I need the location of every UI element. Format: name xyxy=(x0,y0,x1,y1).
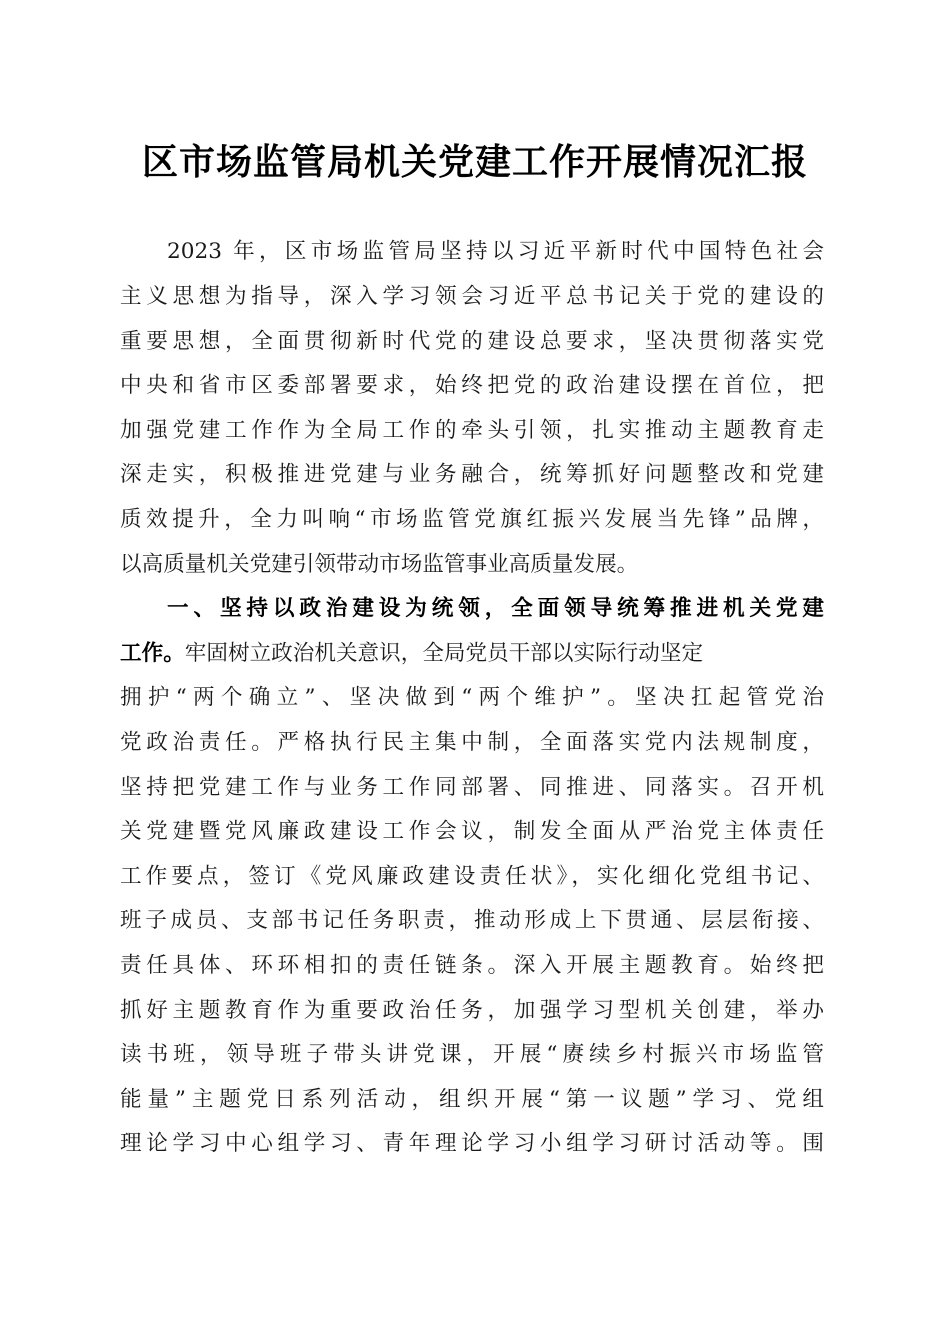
section-heading: 一、坚持以政治建设为统领，全面领导统筹推进机关党建 xyxy=(167,596,824,621)
section-heading-end: 工作。 xyxy=(120,641,185,666)
section-body-line: 工作要点，签订《党风廉政建设责任状》，实化细化党组书记、 xyxy=(120,864,824,889)
section-body-line: 关党建暨党风廉政建设工作会议，制发全面从严治党主体责任 xyxy=(120,819,824,844)
intro-line: 2023 年，区市场监管局坚持以习近平新时代中国特色社会 xyxy=(167,239,824,264)
intro-line: 中央和省市区委部署要求，始终把党的政治建设摆在首位，把 xyxy=(120,373,824,398)
intro-line: 深走实，积极推进党建与业务融合，统筹抓好问题整改和党建 xyxy=(120,462,824,487)
document-title: 区市场监管局机关党建工作开展情况汇报 xyxy=(141,141,808,183)
section-body-line: 坚持把党建工作与业务工作同部署、同推进、同落实。召开机 xyxy=(120,775,824,800)
section-body-line: 理论学习中心组学习、青年理论学习小组学习研讨活动等。围 xyxy=(120,1131,824,1156)
section-body-line: 抓好主题教育作为重要政治任务，加强学习型机关创建，举办 xyxy=(120,998,824,1023)
section-body-line: 读书班，领导班子带头讲党课，开展“赓续乡村振兴市场监管 xyxy=(120,1042,824,1067)
intro-line: 加强党建工作作为全局工作的牵头引领，扎实推动主题教育走 xyxy=(120,418,824,443)
section-body-line: 拥护“两个确立”、坚决做到“两个维护”。坚决扛起管党治 xyxy=(120,685,824,710)
intro-line-last: 以高质量机关党建引领带动市场监管事业高质量发展。 xyxy=(120,552,639,577)
section-body-start: 牢固树立政治机关意识，全局党员干部以实际行动坚定 xyxy=(184,641,704,666)
section-body-line: 能量”主题党日系列活动，组织开展“第一议题”学习、党组 xyxy=(120,1087,824,1112)
section-body-line: 班子成员、支部书记任务职责，推动形成上下贯通、层层衔接、 xyxy=(120,908,824,933)
intro-line: 重要思想，全面贯彻新时代党的建设总要求，坚决贯彻落实党 xyxy=(120,329,824,354)
section-body-line: 责任具体、环环相扣的责任链条。深入开展主题教育。始终把 xyxy=(120,953,824,978)
intro-line: 主义思想为指导，深入学习领会习近平总书记关于党的建设的 xyxy=(120,284,824,309)
intro-line: 质效提升，全力叫响“市场监管党旗红振兴发展当先锋”品牌， xyxy=(120,507,824,532)
section-body-line: 党政治责任。严格执行民主集中制，全面落实党内法规制度， xyxy=(120,730,824,755)
section-heading-continuation xyxy=(120,634,824,674)
